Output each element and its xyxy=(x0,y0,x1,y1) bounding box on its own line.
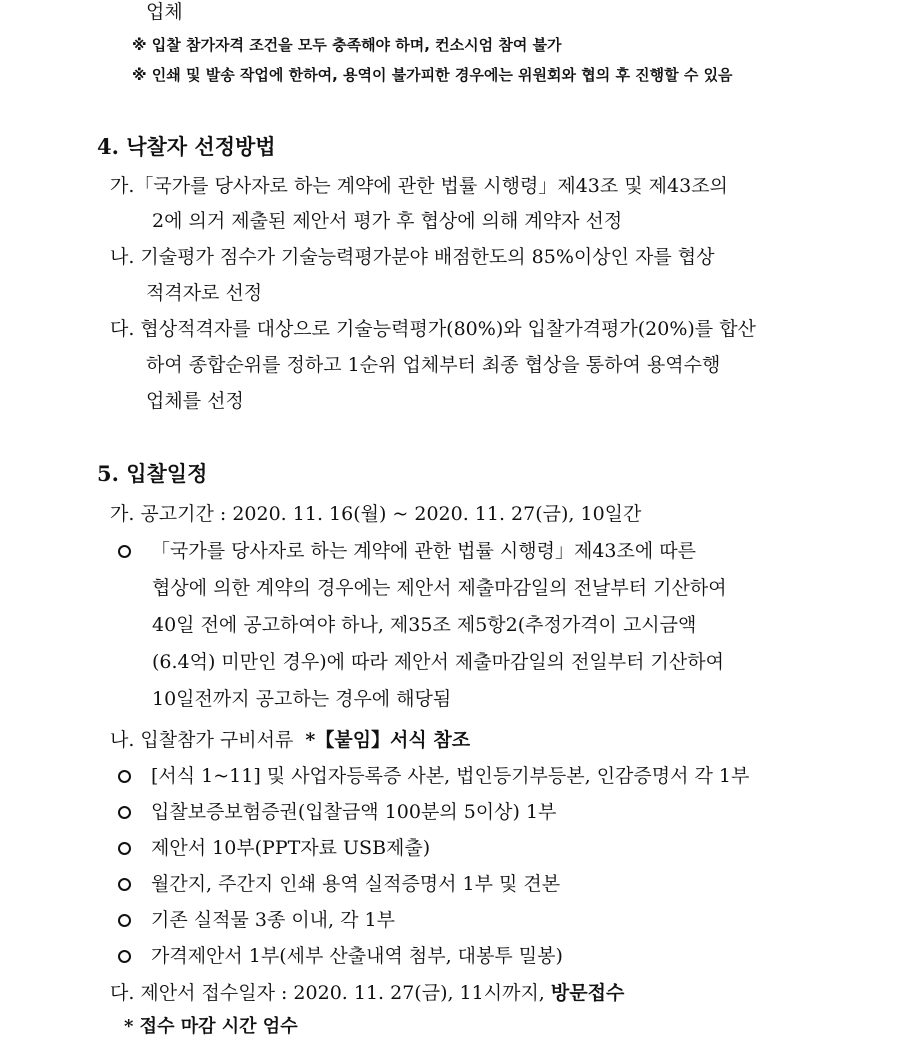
circle-bullet-icon xyxy=(118,545,131,558)
s5-na-bullet-4: 월간지, 주간지 인쇄 용역 실적증명서 1부 및 견본 xyxy=(118,872,560,896)
visit-submission-emphasis: 방문접수 xyxy=(550,982,625,1004)
s5-na-bullet-3: 제안서 10부(PPT자료 USB제출) xyxy=(118,836,430,860)
attachment-reference: *【붙임】서식 참조 xyxy=(305,729,471,751)
s4-item-da-line3: 업체를 선정 xyxy=(146,390,244,412)
s5-na-bullet-6: 가격제안서 1부(세부 산출내역 첨부, 대봉투 밀봉) xyxy=(118,944,563,968)
circle-bullet-icon xyxy=(118,914,131,927)
note-printing: ※ 인쇄 및 발송 작업에 한하여, 용역이 불가피한 경우에는 위원회와 협의 후 진행할 수 있음 xyxy=(132,66,733,84)
s5-ga-bullet-line4: (6.4억) 미만인 경우)에 따라 제안서 제출마감일의 전일부터 기산하여 xyxy=(152,651,724,673)
circle-bullet-icon xyxy=(118,878,131,891)
section-4-title: 4. 낙찰자 선정방법 xyxy=(97,134,276,159)
s5-ga-bullet-line2: 협상에 의한 계약의 경우에는 제안서 제출마감일의 전날부터 기산하여 xyxy=(152,577,727,599)
s4-item-ga-line2: 2에 의거 제출된 제안서 평가 후 협상에 의해 계약자 선정 xyxy=(152,210,623,232)
s4-item-ga-line1: 가.「국가를 당사자로 하는 계약에 관한 법률 시행령」제43조 및 제43조의 xyxy=(110,175,728,197)
note-eligibility: ※ 입찰 참가자격 조건을 모두 충족해야 하며, 컨소시엄 참여 불가 xyxy=(132,36,562,54)
s5-na-bullet-1: [서식 1~11] 및 사업자등록증 사본, 법인등기부등본, 인감증명서 각 1부 xyxy=(118,764,749,788)
s5-na-bullet-2: 입찰보증보험증권(입찰금액 100분의 5이상) 1부 xyxy=(118,800,556,824)
s5-ga-line: 가. 공고기간 : 2020. 11. 16(월) ~ 2020. 11. 27(금), 10일간 xyxy=(110,503,642,525)
section-5-title: 5. 입찰일정 xyxy=(97,461,208,486)
s5-da-line: 다. 제안서 접수일자 : 2020. 11. 27(금), 11시까지, 방문접수 xyxy=(110,982,625,1004)
s4-item-na-line1: 나. 기술평가 점수가 기술능력평가분야 배점한도의 85%이상인 자를 협상 xyxy=(110,246,715,268)
s5-ga-bullet-line3: 40일 전에 공고하여야 하나, 제35조 제5항2(추정가격이 고시금액 xyxy=(152,614,697,636)
circle-bullet-icon xyxy=(118,770,131,783)
deadline-note: * 접수 마감 시간 엄수 xyxy=(124,1016,298,1037)
s5-ga-bullet-line1: 「국가를 당사자로 하는 계약에 관한 법률 시행령」제43조에 따른 xyxy=(118,539,696,563)
circle-bullet-icon xyxy=(118,842,131,855)
continued-text: 업체 xyxy=(146,1,183,23)
s4-item-da-line2: 하여 종합순위를 정하고 1순위 업체부터 최종 협상을 통하여 용역수행 xyxy=(146,354,721,376)
s4-item-na-line2: 적격자로 선정 xyxy=(146,282,263,304)
s5-ga-bullet-line5: 10일전까지 공고하는 경우에 해당됨 xyxy=(152,688,452,710)
circle-bullet-icon xyxy=(118,950,131,963)
s5-na-bullet-5: 기존 실적물 3종 이내, 각 1부 xyxy=(118,908,395,932)
circle-bullet-icon xyxy=(118,806,131,819)
s5-na-line: 나. 입찰참가 구비서류 *【붙임】서식 참조 xyxy=(110,729,471,751)
s4-item-da-line1: 다. 협상적격자를 대상으로 기술능력평가(80%)와 입찰가격평가(20%)를 합산 xyxy=(110,318,756,340)
